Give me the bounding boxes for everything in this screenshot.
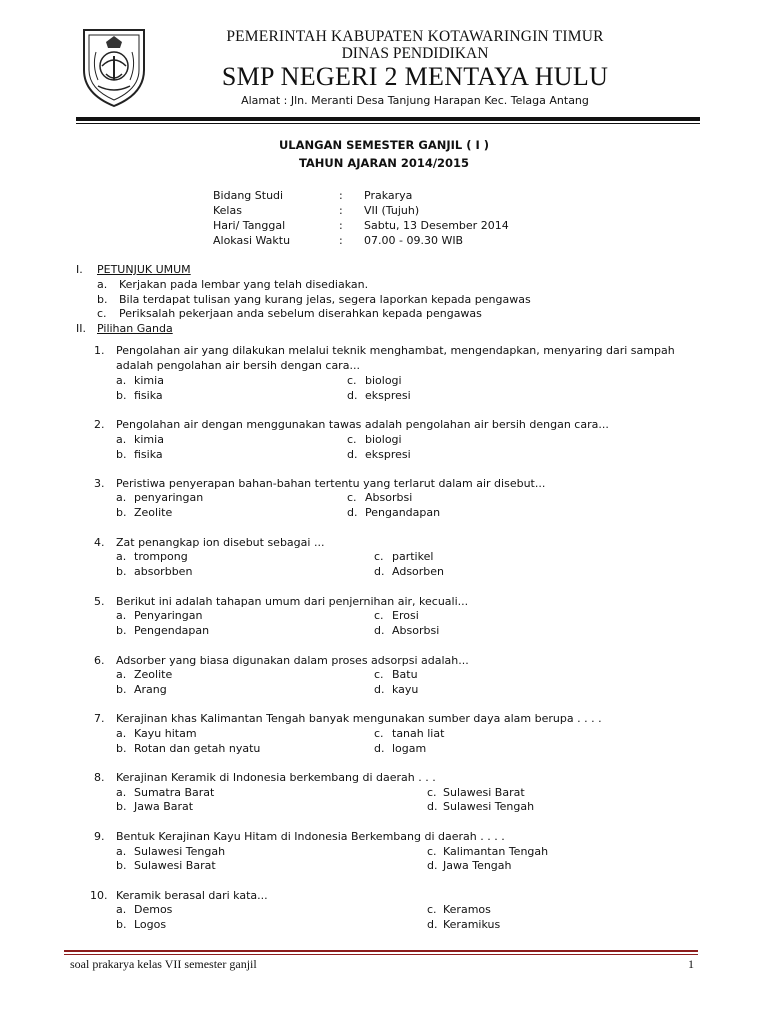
option-c: partikel (392, 550, 434, 563)
footer-divider (64, 950, 698, 952)
option-c-letter: c. (347, 374, 357, 387)
school-address: Alamat : Jln. Meranti Desa Tanjung Harapan Kec. Telaga Antang (241, 94, 589, 107)
question-text: Pengolahan air dengan menggunakan tawas adalah pengolahan air bersih dengan cara... (116, 418, 609, 431)
option-a: kimia (134, 433, 164, 446)
header-divider-thin (76, 123, 700, 124)
option-d: ekspresi (365, 448, 411, 461)
info-sep: : (339, 219, 343, 232)
option-a: Penyaringan (134, 609, 203, 622)
instruction-letter: b. (97, 293, 108, 306)
info-sep: : (339, 189, 343, 202)
question-text: Peristiwa penyerapan bahan-bahan tertentu yang terlarut dalam air disebut... (116, 477, 546, 490)
instruction-text: Bila terdapat tulisan yang kurang jelas, segera laporkan kepada pengawas (119, 293, 531, 306)
info-sep: : (339, 234, 343, 247)
question-text: Kerajinan khas Kalimantan Tengah banyak mengunakan sumber daya alam berupa . . . . (116, 712, 602, 725)
option-d-letter: d. (347, 389, 358, 402)
option-d: Pengandapan (365, 506, 441, 519)
academic-year: TAHUN AJARAN 2014/2015 (298, 156, 470, 170)
option-a-letter: a. (116, 433, 127, 446)
section-2-number: II. (76, 322, 86, 335)
option-b-letter: b. (116, 800, 127, 813)
option-c-letter: c. (374, 609, 384, 622)
option-c-letter: c. (374, 727, 384, 740)
option-c-letter: c. (427, 786, 437, 799)
exam-title: ULANGAN SEMESTER GANJIL ( I ) (278, 138, 490, 152)
info-label: Bidang Studi (213, 189, 284, 202)
instruction-text: Periksalah pekerjaan anda sebelum diserahkan kepada pengawas (119, 307, 482, 320)
option-a-letter: a. (116, 550, 127, 563)
option-b-letter: b. (116, 565, 127, 578)
option-c-letter: c. (347, 491, 357, 504)
question-number: 6. (94, 654, 105, 667)
info-label: Hari/ Tanggal (213, 219, 286, 232)
option-d-letter: d. (374, 565, 385, 578)
option-c: Batu (392, 668, 418, 681)
question-text: Pengolahan air yang dilakukan melalui teknik menghambat, mengendapkan, menyaring dari sampah (116, 344, 675, 357)
instruction-letter: c. (97, 307, 107, 320)
option-c-letter: c. (427, 903, 437, 916)
option-d: Adsorben (392, 565, 445, 578)
option-d: Jawa Tengah (443, 859, 512, 872)
section-2-title: Pilihan Ganda (97, 322, 173, 335)
info-label: Alokasi Waktu (213, 234, 291, 247)
option-d-letter: d. (347, 506, 358, 519)
option-b: Rotan dan getah nyatu (134, 742, 261, 755)
instruction-letter: a. (97, 278, 108, 291)
option-a-letter: a. (116, 786, 127, 799)
option-a: penyaringan (134, 491, 204, 504)
option-d-letter: d. (347, 448, 358, 461)
question-text: Adsorber yang biasa digunakan dalam proses adsorpsi adalah... (116, 654, 469, 667)
option-b-letter: b. (116, 742, 127, 755)
question-number: 8. (94, 771, 105, 784)
info-value: VII (Tujuh) (364, 204, 420, 217)
option-c: tanah liat (392, 727, 445, 740)
option-d-letter: d. (374, 683, 385, 696)
school-name: SMP NEGERI 2 MENTAYA HULU (221, 62, 609, 91)
option-a-letter: a. (116, 491, 127, 504)
option-b-letter: b. (116, 624, 127, 637)
question-text-cont: adalah pengolahan air bersih dengan cara... (116, 359, 360, 372)
option-b: Jawa Barat (134, 800, 194, 813)
regency-emblem-logo (80, 26, 148, 108)
question-number: 3. (94, 477, 105, 490)
option-c: Erosi (392, 609, 419, 622)
option-d: kayu (392, 683, 419, 696)
question-text: Zat penangkap ion disebut sebagai ... (116, 536, 325, 549)
footer-text: soal prakarya kelas VII semester ganjil (70, 957, 257, 971)
info-label: Kelas (213, 204, 242, 217)
option-d: Keramikus (443, 918, 501, 931)
option-b: fisika (134, 448, 163, 461)
option-a-letter: a. (116, 668, 127, 681)
option-c: Absorbsi (365, 491, 413, 504)
question-text: Keramik berasal dari kata... (116, 889, 268, 902)
option-b-letter: b. (116, 448, 127, 461)
option-b: fisika (134, 389, 163, 402)
option-c: Keramos (443, 903, 491, 916)
section-1-number: I. (76, 263, 83, 276)
option-b: absorbben (134, 565, 193, 578)
option-d-letter: d. (374, 742, 385, 755)
option-c-letter: c. (374, 550, 384, 563)
info-value: Sabtu, 13 Desember 2014 (364, 219, 509, 232)
option-a-letter: a. (116, 374, 127, 387)
option-c: biologi (365, 433, 402, 446)
option-c-letter: c. (374, 668, 384, 681)
option-d: logam (392, 742, 427, 755)
question-text: Berikut ini adalah tahapan umum dari penjernihan air, kecuali... (116, 595, 469, 608)
header-divider-thick (76, 117, 700, 121)
question-number: 4. (94, 536, 105, 549)
question-number: 9. (94, 830, 105, 843)
option-d: ekspresi (365, 389, 411, 402)
option-a-letter: a. (116, 609, 127, 622)
option-b: Sulawesi Barat (134, 859, 216, 872)
option-d-letter: d. (427, 918, 438, 931)
option-d-letter: d. (427, 859, 438, 872)
option-a: Kayu hitam (134, 727, 197, 740)
option-d-letter: d. (374, 624, 385, 637)
info-value: Prakarya (364, 189, 413, 202)
option-b-letter: b. (116, 683, 127, 696)
question-text: Kerajinan Keramik di Indonesia berkembang di daerah . . . (116, 771, 436, 784)
question-number: 7. (94, 712, 105, 725)
option-d: Absorbsi (392, 624, 440, 637)
question-number: 1. (94, 344, 105, 357)
option-a: Sulawesi Tengah (134, 845, 226, 858)
option-b: Zeolite (134, 506, 173, 519)
info-sep: : (339, 204, 343, 217)
footer-divider-thin (64, 954, 698, 955)
info-value: 07.00 - 09.30 WIB (364, 234, 464, 247)
option-c-letter: c. (347, 433, 357, 446)
option-a: Zeolite (134, 668, 173, 681)
section-1-title: PETUNJUK UMUM (97, 263, 191, 276)
option-c-letter: c. (427, 845, 437, 858)
option-b: Logos (134, 918, 167, 931)
option-d-letter: d. (427, 800, 438, 813)
option-c: Kalimantan Tengah (443, 845, 549, 858)
instruction-text: Kerjakan pada lembar yang telah disediakan. (119, 278, 369, 291)
option-c: Sulawesi Barat (443, 786, 525, 799)
option-c: biologi (365, 374, 402, 387)
question-number: 5. (94, 595, 105, 608)
question-text: Bentuk Kerajinan Kayu Hitam di Indonesia Berkembang di daerah . . . . (116, 830, 505, 843)
government-header: PEMERINTAH KABUPATEN KOTAWARINGIN TIMUR (226, 28, 604, 45)
option-a-letter: a. (116, 903, 127, 916)
page-number: 1 (688, 957, 694, 971)
department-header: DINAS PENDIDIKAN (341, 45, 489, 62)
option-b: Arang (134, 683, 167, 696)
option-a: Demos (134, 903, 173, 916)
option-a: Sumatra Barat (134, 786, 215, 799)
option-a-letter: a. (116, 845, 127, 858)
option-b: Pengendapan (134, 624, 210, 637)
question-number: 2. (94, 418, 105, 431)
question-number: 10. (90, 889, 108, 902)
option-b-letter: b. (116, 859, 127, 872)
option-d: Sulawesi Tengah (443, 800, 535, 813)
option-b-letter: b. (116, 918, 127, 931)
option-a: trompong (134, 550, 188, 563)
option-b-letter: b. (116, 506, 127, 519)
option-a: kimia (134, 374, 164, 387)
option-b-letter: b. (116, 389, 127, 402)
option-a-letter: a. (116, 727, 127, 740)
